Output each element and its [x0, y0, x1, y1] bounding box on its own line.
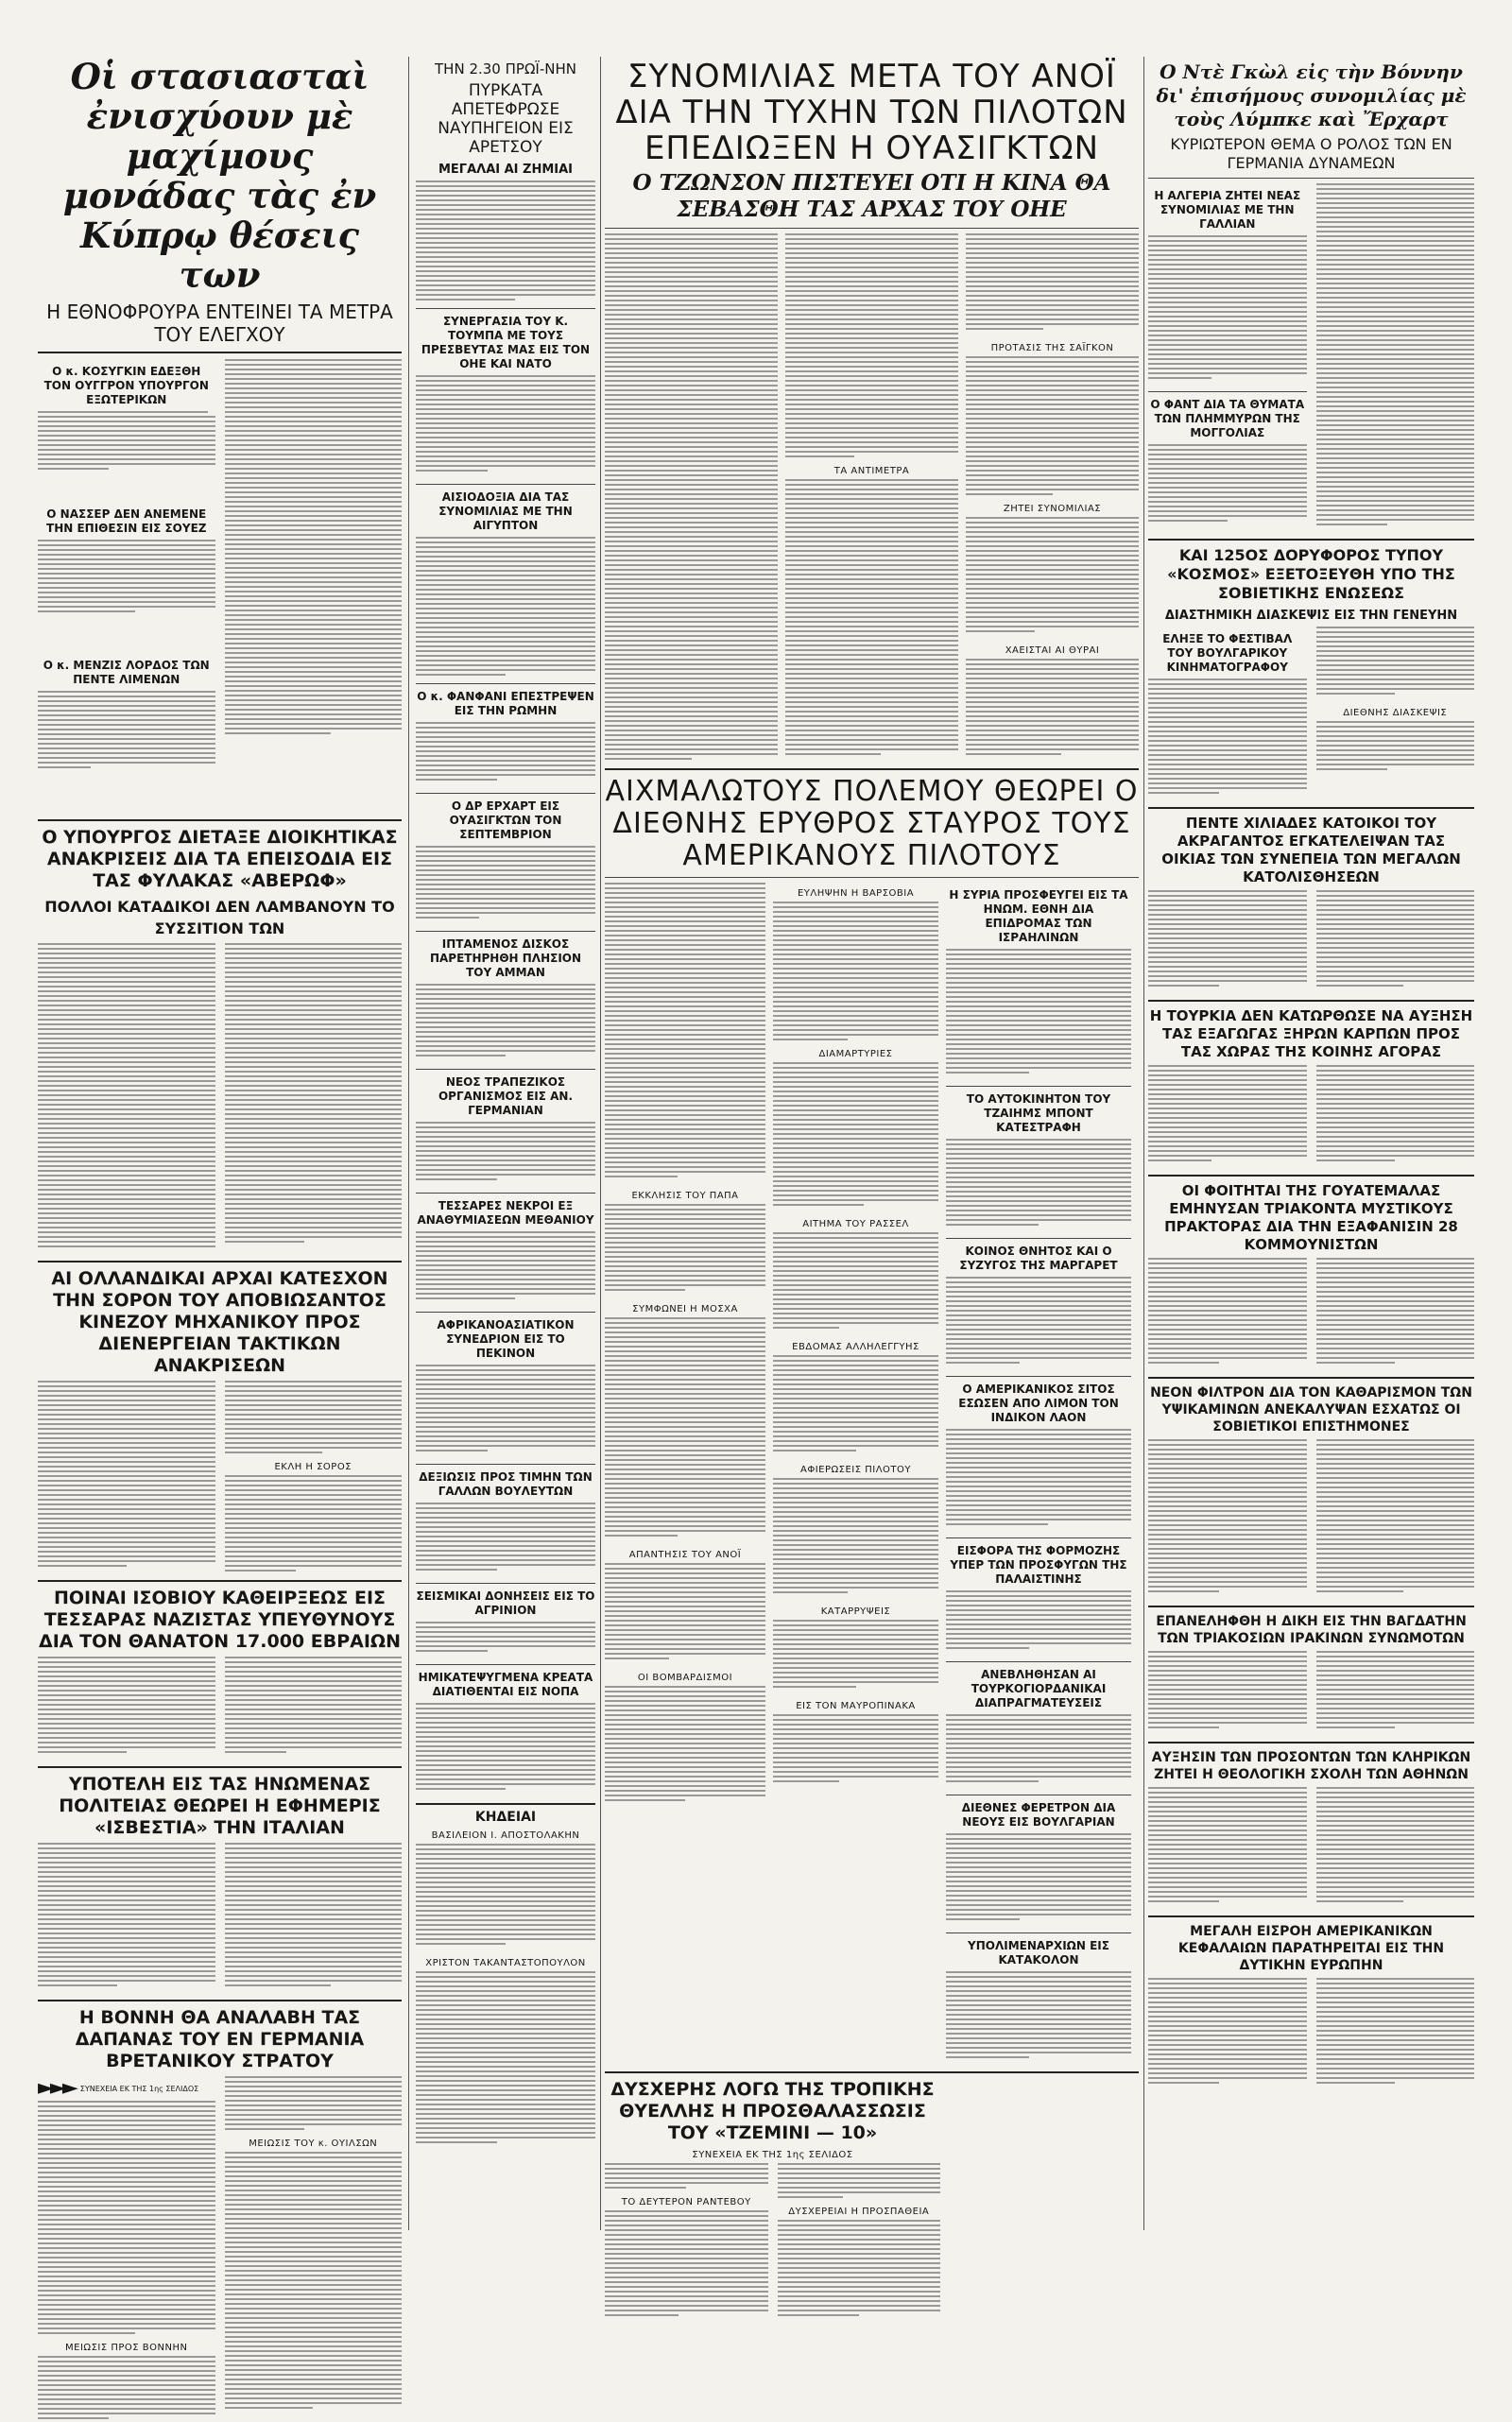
headline-kosmos: ΚΑΙ 125ΟΣ ΔΟΡΥΦΟΡΟΣ ΤΥΠΟΥ «ΚΟΣΜΟΣ» ΕΞΕΤΟΞΕΥΘΗ ΥΠΟ ΤΗΣ ΣΟΒΙΕΤΙΚΗΣ ΕΝΩΣΕΩΣ	[1167, 546, 1455, 602]
headline-erhard: Ο ΔΡ ΕΡΧΑΡΤ ΕΙΣ ΟΥΑΣΙΓΚΤΩΝ ΤΟΝ ΣΕΠΤΕΜΒΡΙΟΝ	[449, 799, 562, 841]
subhead-talks: ΖΗΤΕΙ ΣΥΝΟΜΙΛΙΑΣ	[1003, 504, 1102, 514]
article-text	[605, 883, 765, 1185]
headline-red-cross: ΑΙΧΜΑΛΩΤΟΥΣ ΠΟΛΕΜΟΥ ΘΕΩΡΕΙ Ο ΔΙΕΘΝΗΣ ΕΡΥΘΡΟΣ ΣΤΑΥΡΟΣ ΤΟΥΣ ΑΜΕΡΙΚΑΝΟΥΣ ΠΙΛΟΤΟΥΣ	[605, 775, 1139, 872]
divider	[605, 877, 1139, 878]
divider	[38, 1580, 402, 1582]
divider	[605, 2071, 1139, 2073]
headline-bonn-british-army: Η ΒΟΝΝΗ ΘΑ ΑΝΑΛΑΒΗ ΤΑΣ ΔΑΠΑΝΑΣ ΤΟΥ ΕΝ ΓΕΡΜΑΝΙΑ ΒΡΕΤΑΝΙΚΟΥ ΣΤΡΑΤΟΥ	[75, 2007, 365, 2071]
two-col-block	[38, 1657, 402, 1761]
headline-funerals: ΚΗΔΕΙΑΙ	[474, 1810, 537, 1825]
article-text	[38, 540, 215, 653]
article-text	[38, 943, 215, 1255]
headline-clergy-salaries: ΑΥΞΗΣΙΝ ΤΩΝ ΠΡΟΣΟΝΤΩΝ ΤΩΝ ΚΛΗΡΙΚΩΝ ΖΗΤΕΙ Η ΘΕΟΛΟΓΙΚΗ ΣΧΟΛΗ ΤΩΝ ΑΘΗΝΩΝ	[1151, 1750, 1471, 1782]
article-text	[1148, 1065, 1307, 1169]
article-text	[946, 1277, 1131, 1371]
continued-label: ΣΥΝΕΧΕΙΑ ΕΚ ΤΗΣ 1ης ΣΕΛΙΔΟΣ	[79, 2084, 199, 2093]
divider	[1148, 391, 1307, 392]
article-text	[225, 359, 403, 756]
headline-algeria: Η ΑΛΓΕΡΙΑ ΖΗΤΕΙ ΝΕΑΣ ΣΥΝΟΜΙΛΙΑΣ ΜΕ ΤΗΝ ΓΑΛΛΙΑΝ	[1154, 189, 1301, 231]
article-text	[1316, 890, 1475, 994]
article-text	[1316, 1978, 1475, 2091]
headline-izvestia: ΥΠΟΤΕΛΗ ΕΙΣ ΤΑΣ ΗΝΩΜΕΝΑΣ ΠΟΛΙΤΕΙΑΣ ΘΕΩΡΕΙ Η ΕΦΗΜΕΡΙΣ «ΙΣΒΕΣΤΙΑ» ΤΗΝ ΙΤΑΛΙΑΝ	[59, 1774, 381, 1838]
article-text	[605, 2210, 768, 2324]
article-text	[416, 1503, 595, 1578]
article-text	[416, 1971, 595, 2151]
article-text	[605, 1317, 765, 1544]
column-d	[1148, 57, 1474, 2091]
article-text	[946, 1590, 1131, 1657]
article-text	[1148, 1651, 1307, 1736]
headline-fanfani: Ο κ. ΦΑΝΦΑΝΙ ΕΠΕΣΤΡΕΨΕΝ ΕΙΣ ΤΗΝ ΡΩΜΗΝ	[417, 690, 594, 717]
headline-meat: ΗΜΙΚΑΤΕΨΥΓΜΕΝΑ ΚΡΕΑΤΑ ΔΙΑΤΙΘΕΝΤΑΙ ΕΙΣ ΝΟΠΑ	[418, 1671, 593, 1698]
divider	[416, 484, 595, 485]
lead-headline-cyprus: Οἱ στασιασταὶ ἐνισχύουν μὲ μαχίμους μονάδας τὰς ἐν Κύπρῳ θέσεις των	[62, 57, 377, 296]
subhead-coffin: ΕΚΛΗ Η ΣΟΡΟΣ	[274, 1462, 352, 1472]
article-text	[773, 902, 938, 1043]
article-text	[416, 1231, 595, 1307]
headline-menzies: Ο κ. ΜΕΝΖΙΣ ΛΟΡΔΟΣ ΤΩΝ ΠΕΝΤΕ ΛΙΜΕΝΩΝ	[43, 659, 210, 686]
article-text	[966, 233, 1139, 337]
divider	[605, 228, 1139, 229]
headline-festival: ΕΛΗΞΕ ΤΟ ΦΕΣΤΙΒΑΛ ΤΟΥ ΒΟΥΛΓΑΡΙΚΟΥ ΚΙΝΗΜΑΤΟΓΡΑΦΟΥ	[1162, 632, 1293, 674]
headline-american-capital: ΜΕΓΑΛΗ ΕΙΣΡΟΗ ΑΜΕΡΙΚΑΝΙΚΩΝ ΚΕΦΑΛΑΙΩΝ ΠΑΡΑΤΗΡΕΙΤΑΙ ΕΙΣ ΤΗΝ ΔΥΤΙΚΗΝ ΕΥΡΩΠΗΝ	[1177, 1924, 1445, 1973]
divider	[946, 1086, 1131, 1087]
headline-guatemala: ΟΙ ΦΟΙΤΗΤΑΙ ΤΗΣ ΓΟΥΑΤΕΜΑΛΑΣ ΕΜΗΝΥΣΑΝ ΤΡΙΑΚΟΝΤΑ ΜΥΣΤΙΚΟΥΣ ΠΡΑΚΤΟΡΑΣ ΔΙΑ ΤΗΝ ΕΞΑΦΑΝΙΣΙΝ 28 ΚΟΜΜΟΥΝΙΣΤΩΝ	[1164, 1182, 1458, 1253]
article-text	[946, 1714, 1131, 1790]
headline-agrigento: ΠΕΝΤΕ ΧΙΛΙΑΔΕΣ ΚΑΤΟΙΚΟΙ ΤΟΥ ΑΚΡΑΓΑΝΤΟΣ ΕΓΚΑΤΕΛΕΙΨΑΝ ΤΑΣ ΟΙΚΙΑΣ ΤΩΝ ΣΥΝΕΠΕΙΑ ΤΩΝ ΜΕΓΑΛΩΝ ΚΑΤΟΛΙΣΘΗΣΕΩΝ	[1161, 815, 1461, 885]
article-text	[416, 180, 595, 303]
divider	[416, 1803, 595, 1805]
divider	[416, 793, 595, 794]
divider	[1148, 1000, 1474, 1002]
divider	[946, 1537, 1131, 1538]
headline-flying-disc: ΙΠΤΑΜΕΝΟΣ ΔΙΣΚΟΣ ΠΑΡΕΤΗΡΗΘΗ ΠΛΗΣΙΟΝ ΤΟΥ ΑΜΜΑΝ	[429, 937, 582, 979]
divider	[38, 1766, 402, 1768]
subhead-pope: ΕΚΚΛΗΣΙΣ ΤΟΥ ΠΑΠΑ	[631, 1191, 739, 1201]
subhead-pilots: ΑΦΙΕΡΩΣΕΙΣ ΠΙΛΟΤΟΥ	[799, 1465, 911, 1475]
article-text	[416, 537, 595, 679]
article-text	[416, 1703, 595, 1797]
article-text	[38, 691, 215, 814]
column-c	[605, 57, 1139, 2324]
subhead-funeral: ΒΑΣΙΛΕΙΟΝ Ι. ΑΠΟΣΤΟΛΑΚΗΝ	[431, 1830, 580, 1841]
divider	[416, 1583, 595, 1584]
article-text	[778, 2220, 941, 2324]
headline-quakes: ΣΕΙΣΜΙΚΑΙ ΔΟΝΗΣΕΙΣ ΕΙΣ ΤΟ ΑΓΡΙΝΙΟΝ	[416, 1589, 595, 1617]
column-rule	[600, 57, 601, 2230]
headline-gemini: ΔΥΣΧΕΡΗΣ ΛΟΓΩ ΤΗΣ ΤΡΟΠΙΚΗΣ ΘΥΕΛΛΗΣ Η ΠΡΟΣΘΑΛΑΣΣΩΣΙΣ ΤΟΥ «ΤΖΕΜΙΝΙ — 10»	[610, 2079, 935, 2143]
divider	[38, 2000, 402, 2001]
headline-mongolia: Ο ΦΑΝΤ ΔΙΑ ΤΑ ΘΥΜΑΤΑ ΤΩΝ ΠΛΗΜΜΥΡΩΝ ΤΗΣ ΜΟΓΓΟΛΙΑΣ	[1150, 398, 1305, 439]
headline-baghdad-trial: ΕΠΑΝΕΛΗΦΘΗ Η ΔΙΚΗ ΕΙΣ ΤΗΝ ΒΑΓΔΑΤΗΝ ΤΩΝ ΤΡΙΑΚΟΣΙΩΝ ΙΡΑΚΙΝΩΝ ΣΥΝΩΜΟΤΩΝ	[1156, 1614, 1467, 1646]
two-col-block	[1148, 627, 1474, 801]
headline-refugees: ΕΙΣΦΟΡΑ ΤΗΣ ΦΟΡΜΟΖΗΣ ΥΠΕΡ ΤΩΝ ΠΡΟΣΦΥΓΩΝ ΤΗΣ ΠΑΛΑΙΣΤΙΝΗΣ	[950, 1544, 1127, 1586]
subhead-wilson: ΜΕΙΩΣΙΣ ΤΟΥ κ. ΟΥΙΛΣΩΝ	[249, 2139, 378, 2149]
divider	[38, 1261, 402, 1263]
article-text	[225, 1657, 403, 1761]
divider	[946, 1932, 1131, 1933]
article-text	[1316, 1258, 1475, 1371]
column-b	[416, 57, 595, 2151]
divider	[605, 768, 1139, 770]
subhead-prisoners: ΠΟΛΛΟΙ ΚΑΤΑΔΙΚΟΙ ΔΕΝ ΛΑΜΒΑΝΟΥΝ ΤΟ ΣΥΣΣΙΤΙΟΝ ΤΩΝ	[44, 898, 395, 937]
article-text	[225, 2076, 403, 2133]
subhead-forces-germany: ΚΥΡΙΩΤΕΡΟΝ ΘΕΜΑ Ο ΡΟΛΟΣ ΤΩΝ ΕΝ ΓΕΡΜΑΝΙΑ ΔΥΝΑΜΕΩΝ	[1170, 135, 1452, 172]
subhead-proposal: ΠΡΟΤΑΣΙΣ ΤΗΣ ΣΑΪΓΚΟΝ	[990, 343, 1114, 353]
arrow-icon: ►►►	[38, 2076, 75, 2100]
article-text	[38, 1381, 215, 1570]
article-text	[966, 517, 1139, 640]
divider	[38, 352, 402, 353]
divider	[38, 819, 402, 821]
article-text	[773, 1232, 938, 1336]
article-text	[946, 1833, 1131, 1928]
headline-james-bond-car: ΤΟ ΑΥΤΟΚΙΝΗΤΟΝ ΤΟΥ ΤΖΑΙΗΜΣ ΜΠΟΝΤ ΚΑΤΕΣΤΡΑΦΗ	[966, 1092, 1111, 1134]
article-text	[416, 375, 595, 479]
article-text	[1148, 1978, 1307, 2091]
continued-marker	[38, 2076, 215, 2101]
divider	[1148, 1742, 1474, 1743]
article-text	[785, 479, 958, 763]
article-text	[1316, 1065, 1475, 1169]
divider	[1148, 1606, 1474, 1607]
two-col-block	[1148, 183, 1474, 533]
three-col-block	[605, 883, 1139, 2066]
divider	[1148, 1915, 1474, 1917]
headline-minister-prisons: Ο ΥΠΟΥΡΓΟΣ ΔΙΕΤΑΞΕ ΔΙΟΙΚΗΤΙΚΑΣ ΑΝΑΚΡΙΣΕΙΣ ΔΙΑ ΤΑ ΕΠΕΙΣΟΔΙΑ ΕΙΣ ΤΑΣ ΦΥΛΑΚΑΣ «ΑΒΕΡΩΦ»	[42, 827, 398, 891]
article-text	[605, 1563, 765, 1667]
article-text	[225, 1381, 403, 1456]
headline-banks: ΝΕΟΣ ΤΡΑΠΕΖΙΚΟΣ ΟΡΓΑΝΙΣΜΟΣ ΕΙΣ ΑΝ. ΓΕΡΜΑΝΙΑΝ	[438, 1075, 574, 1117]
article-text	[946, 949, 1131, 1081]
article-text	[416, 722, 595, 788]
headline-syria: Η ΣΥΡΙΑ ΠΡΟΣΦΕΥΓΕΙ ΕΙΣ ΤΑ ΗΝΩΜ. ΕΘΝΗ ΔΙΑ ΕΠΙΔΡΟΜΑΣ ΤΩΝ ΙΣΡΑΗΛΙΝΩΝ	[949, 888, 1128, 944]
article-text	[225, 943, 403, 1255]
article-text	[773, 1620, 938, 1695]
headline-trade-talks: ΑΝΕΒΛΗΘΗΣΑΝ ΑΙ ΤΟΥΡΚΟΓΙΟΡΔΑΝΙΚΑΙ ΔΙΑΠΡΑΓΜΑΤΕΥΣΕΙΣ	[971, 1668, 1107, 1709]
subhead-blackboard: ΕΙΣ ΤΟΝ ΜΑΥΡΟΠΙΝΑΚΑ	[796, 1701, 916, 1711]
article-text	[966, 659, 1139, 763]
subhead-antimetra: ΤΑ ΑΝΤΙΜΕΤΡΑ	[833, 466, 910, 476]
two-col-block	[1148, 1978, 1474, 2091]
column-rule	[1143, 57, 1144, 2230]
article-text	[416, 1122, 595, 1188]
headline-nasser: Ο ΝΑΣΣΕΡ ΔΕΝ ΑΝΕΜΕΝΕ ΤΗΝ ΕΠΙΘΕΣΙΝ ΕΙΣ ΣΟΥΕΖ	[46, 507, 207, 535]
divider	[416, 1193, 595, 1194]
article-text	[1148, 890, 1307, 994]
subhead-anoi: ΑΠΑΝΤΗΣΙΣ ΤΟΥ ΑΝΟΪ	[628, 1550, 742, 1560]
subhead-solidarity: ΕΒΔΟΜΑΣ ΑΛΛΗΛΕΓΓΥΗΣ	[792, 1342, 919, 1352]
article-text	[966, 356, 1139, 498]
headline-nazis: ΠΟΙΝΑΙ ΙΣΟΒΙΟΥ ΚΑΘΕΙΡΞΕΩΣ ΕΙΣ ΤΕΣΣΑΡΑΣ ΝΑΖΙΣΤΑΣ ΥΠΕΥΘΥΝΟΥΣ ΔΙΑ ΤΟΝ ΘΑΝΑΤΟΝ 17.000 ΕΒΡΑΙΩΝ	[39, 1588, 401, 1652]
three-col-block	[605, 233, 1139, 763]
subhead-funeral: ΧΡΙΣΤΟΝ ΤΑΚΑΝΤΑΣΤΟΠΟΥΛΟΝ	[425, 1958, 586, 1968]
subhead-shootdowns: ΚΑΤΑΡΡΥΨΕΙΣ	[820, 1606, 891, 1617]
headline-kosygin: Ο κ. ΚΟΣΥΓΚΙΝ ΕΔΕΞΘΗ ΤΟΝ ΟΥΓΓΡΟΝ ΥΠΟΥΡΓΟΝ ΕΞΩΤΕΡΙΚΩΝ	[43, 365, 209, 406]
article-text	[416, 1844, 595, 1952]
article-text	[225, 1475, 403, 1574]
article-text	[946, 1971, 1131, 2066]
article-text	[605, 233, 778, 763]
article-text	[1316, 1439, 1475, 1600]
subhead-johnson-china: Ο ΤΖΩΝΣΟΝ ΠΙΣΤΕΥΕΙ ΟΤΙ Η ΚΙΝΑ ΘΑ ΣΕΒΑΣΘΗ ΤΑΣ ΑΡΧΑΣ ΤΟΥ ΟΗΕ	[632, 170, 1111, 222]
headline-dutch: ΑΙ ΟΛΛΑΝΔΙΚΑΙ ΑΡΧΑΙ ΚΑΤΕΣΧΟΝ ΤΗΝ ΣΟΡΟΝ ΤΟΥ ΑΠΟΒΙΩΣΑΝΤΟΣ ΚΙΝΕΖΟΥ ΜΗΧΑΝΙΚΟΥ ΠΡΟΣ ΔΙΕΝΕΡΓΕΙΑΝ ΤΑΚΤΙΚΩΝ ΑΝΑΚΡΙΣΕΩΝ	[51, 1268, 388, 1376]
headline-reception: ΔΕΞΙΩΣΙΣ ΠΡΟΣ ΤΙΜΗΝ ΤΩΝ ΓΑΛΛΩΝ ΒΟΥΛΕΥΤΩΝ	[419, 1470, 593, 1498]
headline-fire-time: ΤΗΝ 2.30 ΠΡΩΪ-ΝΗΝ	[435, 60, 576, 77]
lead-headline-de-gaulle: Ο Ντὲ Γκὼλ εἰς τὴν Βόννην δι' ἐπισήμους συνομιλίας μὲ τοὺς Λύμπκε καὶ Ἔρχαρτ	[1156, 60, 1467, 130]
headline-tourkia: ΣΥΝΕΡΓΑΣΙΑ ΤΟΥ Κ. ΤΟΥΜΠΑ ΜΕ ΤΟΥΣ ΠΡΕΣΒΕΥΤΑΣ ΜΑΣ ΕΙΣ ΤΟΝ ΟΗΕ ΚΑΙ ΝΑΤΟ	[421, 315, 591, 370]
article-text	[1316, 1787, 1475, 1910]
divider	[946, 1661, 1131, 1662]
continued-label: ΣΥΝΕΧΕΙΑ ΕΚ ΤΗΣ 1ης ΣΕΛΙΔΟΣ	[692, 2150, 853, 2160]
divider	[1148, 807, 1474, 809]
article-text	[38, 2356, 215, 2422]
divider	[416, 931, 595, 932]
subhead-intl-conf: ΔΙΕΘΝΗΣ ΔΙΑΣΚΕΨΙΣ	[1343, 708, 1448, 718]
article-text	[416, 1365, 595, 1459]
article-text	[1148, 679, 1307, 801]
divider	[416, 683, 595, 684]
article-text	[1316, 627, 1475, 702]
article-text	[773, 1062, 938, 1213]
headline-margaret: ΚΟΙΝΟΣ ΘΝΗΤΟΣ ΚΑΙ Ο ΣΥΖΥΓΟΣ ΤΗΣ ΜΑΡΓΑΡΕΤ	[959, 1245, 1118, 1272]
column-rule	[408, 57, 409, 2230]
article-text	[38, 411, 215, 502]
article-text	[1316, 1651, 1475, 1736]
two-col-block	[1148, 890, 1474, 994]
article-text	[605, 2163, 768, 2191]
article-text	[416, 984, 595, 1064]
two-col-block	[38, 2076, 402, 2422]
subhead-warsaw: ΕΥΛΗΨΗΝ Η ΒΑΡΣΟΒΙΑ	[797, 888, 915, 899]
two-col-block	[1148, 1651, 1474, 1736]
headline-soviet-filter: ΝΕΟΝ ΦΙΛΤΡΟΝ ΔΙΑ ΤΟΝ ΚΑΘΑΡΙΣΜΟΝ ΤΩΝ ΥΨΙΚΑΜΙΝΩΝ ΑΝΕΚΑΛΥΨΑΝ ΕΣΧΑΤΩΣ ΟΙ ΣΟΒΙΕΤΙΚΟΙ ΕΠΙΣΤΗΜΟΝΕΣ	[1150, 1385, 1472, 1434]
headline-afroasian: ΑΦΡΙΚΑΝΟΑΣΙΑΤΙΚΟΝ ΣΥΝΕΔΡΙΟΝ ΕΙΣ ΤΟ ΠΕΚΙΝΟΝ	[437, 1318, 575, 1360]
subhead-rendezvous: ΤΟ ΔΕΥΤΕΡΟΝ ΡΑΝΤΕΒΟΥ	[621, 2197, 751, 2207]
two-col-block	[38, 1381, 402, 1574]
divider	[416, 1464, 595, 1465]
article-text	[1148, 444, 1307, 529]
article-text	[1148, 1787, 1307, 1910]
headline-bulgaria: ΔΙΕΘΝΕΣ ΦΕΡΕΤΡΟΝ ΔΙΑ ΝΕΟΥΣ ΕΙΣ ΒΟΥΛΓΑΡΙΑΝ	[961, 1801, 1116, 1829]
headline-optimism: ΑΙΣΙΟΔΟΞΙΑ ΔΙΑ ΤΑΣ ΣΥΝΟΜΙΛΙΑΣ ΜΕ ΤΗΝ ΑΙΓΥΠΤΟΝ	[438, 490, 573, 532]
article-text	[605, 1686, 765, 1809]
article-text	[1148, 1439, 1307, 1600]
divider	[1148, 539, 1474, 541]
subhead-moscow: ΣΥΜΦΩΝΕΙ Η ΜΟΣΧΑ	[632, 1304, 738, 1314]
divider	[416, 1069, 595, 1070]
subhead-space-conf: ΔΙΑΣΤΗΜΙΚΗ ΔΙΑΣΚΕΨΙΣ ΕΙΣ ΤΗΝ ΓΕΝΕΥΗΝ	[1164, 609, 1458, 623]
divider	[416, 1664, 595, 1665]
article-text	[416, 846, 595, 926]
headline-wheat: Ο ΑΜΕΡΙΚΑΝΙΚΟΣ ΣΙΤΟΣ ΕΣΩΣΕΝ ΑΠΟ ΛΙΜΟΝ ΤΟΝ ΙΝΔΙΚΟΝ ΛΑΟΝ	[958, 1383, 1119, 1424]
article-text	[605, 1204, 765, 1298]
two-col-block	[38, 359, 402, 814]
divider	[1148, 1377, 1474, 1379]
subhead-national-guard: Η ΕΘΝΟΦΡΟΥΡΑ ΕΝΤΕΙΝΕΙ ΤΑ ΜΕΤΡΑ ΤΟΥ ΕΛΕΓΧΟΥ	[46, 301, 393, 346]
subhead-bonn: ΜΕΙΩΣΙΣ ΠΡΟΣ ΒΟΝΝΗΝ	[65, 2343, 188, 2353]
article-text	[778, 2163, 941, 2201]
two-col-block	[1148, 1065, 1474, 1169]
divider	[416, 308, 595, 309]
article-text	[773, 1714, 938, 1790]
subhead-bombings: ΟΙ ΒΟΜΒΑΡΔΙΣΜΟΙ	[637, 1673, 733, 1683]
subhead-russell: ΑΙΤΗΜΑ ΤΟΥ ΡΑΣΣΕΛ	[802, 1219, 909, 1229]
article-text	[946, 1429, 1131, 1533]
article-text	[1148, 1258, 1307, 1371]
article-text	[785, 233, 958, 460]
article-text	[225, 1843, 403, 1994]
article-text	[773, 1478, 938, 1601]
headline-fire: ΠΥΡΚΑΤΑ ΑΠΕΤΕΦΡΩΣΕ ΝΑΥΠΗΓΕΙΟΝ ΕΙΣ ΑΡΕΤΣΟΥ	[438, 81, 574, 157]
two-col-block	[1148, 1258, 1474, 1371]
article-text	[946, 1139, 1131, 1233]
article-text	[1148, 235, 1307, 386]
divider	[1148, 178, 1474, 179]
divider	[946, 1238, 1131, 1239]
article-text	[38, 2101, 215, 2337]
article-text	[225, 2152, 403, 2416]
headline-katakolo: ΥΠΟΛΙΜΕΝΑΡΧΙΩΝ ΕΙΣ ΚΑΤΑΚΟΛΟΝ	[968, 1939, 1109, 1967]
subhead-protests: ΔΙΑΜΑΡΤΥΡΙΕΣ	[818, 1049, 893, 1059]
divider	[946, 1376, 1131, 1377]
article-text	[1316, 721, 1475, 778]
headline-turkey-exports: Η ΤΟΥΡΚΙΑ ΔΕΝ ΚΑΤΩΡΘΩΣΕ ΝΑ ΑΥΞΗΣΗ ΤΑΣ ΕΞΑΓΩΓΑΣ ΞΗΡΩΝ ΚΑΡΠΩΝ ΠΡΟΣ ΤΑΣ ΧΩΡΑΣ ΤΗΣ ΚΟΙΝΗΣ ΑΓΟΡΑΣ	[1149, 1007, 1473, 1060]
two-col-block	[1148, 1787, 1474, 1910]
divider	[416, 1312, 595, 1313]
subhead-damages: ΜΕΓΑΛΑΙ ΑΙ ΖΗΜΙΑΙ	[438, 163, 574, 177]
two-col-block	[605, 2163, 940, 2324]
headline-methane: ΤΕΣΣΑΡΕΣ ΝΕΚΡΟΙ ΕΞ ΑΝΑΘΥΜΙΑΣΕΩΝ ΜΕΘΑΝΙΟΥ	[417, 1199, 594, 1227]
gemini-block	[605, 2079, 940, 2324]
column-a	[38, 57, 402, 2422]
lead-headline-pilots: ΣΥΝΟΜΙΛΙΑΣ ΜΕΤΑ ΤΟΥ ΑΝΟΪ ΔΙΑ ΤΗΝ ΤΥΧΗΝ ΤΩΝ ΠΙΛΟΤΩΝ ΕΠΕΔΙΩΞΕΝ Η ΟΥΑΣΙΓΚΤΩΝ	[615, 58, 1128, 167]
two-col-block	[38, 943, 402, 1255]
subhead-doors: ΧΑΕΙΣΤΑΙ ΑΙ ΘΥΡΑΙ	[1005, 645, 1100, 656]
two-col-block	[38, 1843, 402, 1994]
two-col-block	[1148, 1439, 1474, 1600]
divider	[1148, 1175, 1474, 1177]
article-text	[416, 1622, 595, 1659]
article-text	[1316, 183, 1475, 533]
article-text	[38, 1843, 215, 1994]
article-text	[38, 1657, 215, 1761]
article-text	[773, 1355, 938, 1459]
subhead-difficulties: ΔΥΣΧΕΡΕΙΑΙ Η ΠΡΟΣΠΑΘΕΙΑ	[788, 2207, 930, 2217]
